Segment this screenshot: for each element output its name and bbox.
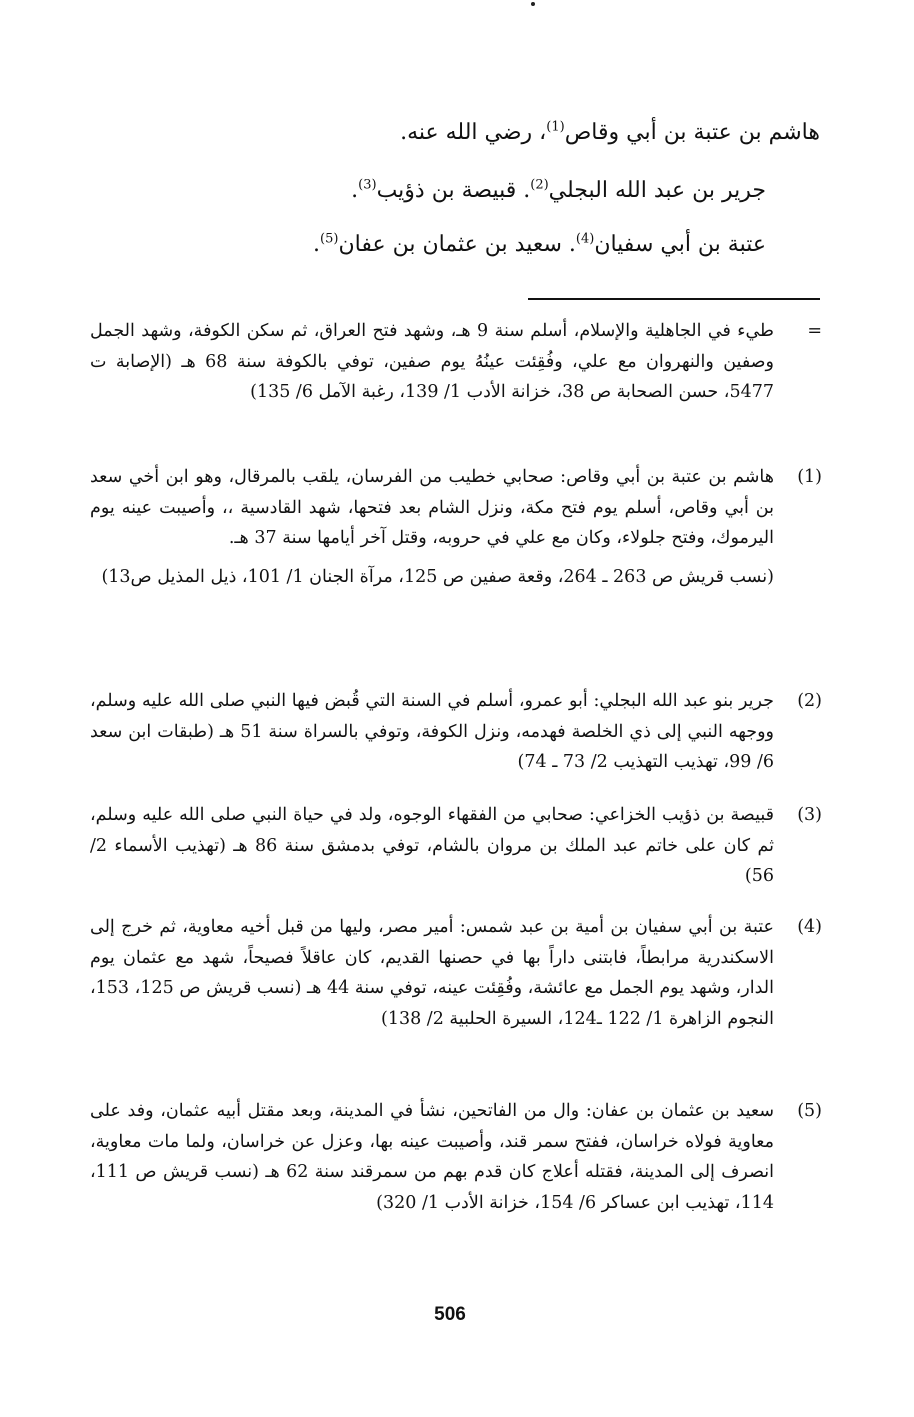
main-text: . قبيصة بن ذؤيب [376,178,531,203]
footnote-ref: (2) [530,177,549,193]
stray-dot [531,2,535,6]
main-line-2 [90,176,766,206]
footnote-number: = [807,321,822,341]
footnote-separator [528,298,820,300]
main-line-1 [90,118,820,148]
main-text: جرير بن عبد الله البجلي [548,178,766,203]
main-text: . سعيد بن عثمان بن عفان [338,232,576,257]
footnote-text: طيء في الجاهلية والإسلام، أسلم سنة 9 هـ، وشهد فتح العراق، ثم سكن الكوفة، وشهد الجمل وصفين والنهروان مع علي، وفُقِئت عينُهُ يوم صفين، توفي بالكوفة سنة 68 هـ (الإصابة ت 5477، حسن الصحابة ص 38، خزانة الأدب 1/ 139، رغبة الآمل 6/ 135) [90,321,774,402]
main-text: هاشم بن عتبة بن أبي وقاص [564,120,820,145]
footnote-4 [90,912,822,1034]
footnote-ref: (5) [320,231,339,247]
footnote-number: (5) [797,1101,822,1121]
footnote-text: جرير بنو عبد الله البجلي: أبو عمرو، أسلم في السنة التي قُبض فيها النبي صلى الله عليه وسلم، ووجهه النبي إلى ذي الخلصة فهدمه، ونزل الكوفة، وتوفي بالسراة سنة 51 هـ (طبقات ابن سعد 6/ 99، تهذيب التهذيب 2/ 73 ـ 74) [90,691,774,772]
footnote-sources: (نسب قريش ص 263 ـ 264، وقعة صفين ص 125، مرآة الجنان 1/ 101، ذيل المذيل ص13) [101,566,774,587]
footnote-2 [90,686,822,778]
main-text: عتبة بن أبي سفيان [594,232,766,257]
main-text: ، رضي الله عنه. [400,120,547,145]
main-line-3 [90,230,766,260]
footnote-number: (3) [797,805,822,825]
footnote-ref: (4) [575,231,595,247]
footnote-number: (4) [797,917,822,937]
footnote-number: (2) [797,691,822,711]
footnote-text: هاشم بن عتبة بن أبي وقاص: صحابي خطيب من الفرسان، يلقب بالمرقال، وهو ابن أخي سعد بن أبي وقاص، أسلم يوم فتح مكة، ونزل الشام بعد فتحها، شهد القادسية ،، وأصيبت عينه يوم اليرموك، وفتح جلولاء، وكان مع علي في حروبه، وقتل آخر أيامها سنة 37 هـ. [90,467,774,548]
footnote-text: قبيصة بن ذؤيب الخزاعي: صحابي من الفقهاء الوجوه، ولد في حياة النبي صلى الله عليه وسلم، ثم كان على خاتم عبد الملك بن مروان بالشام، توفي بدمشق سنة 86 هـ (تهذيب الأسماء 2/ 56) [90,805,774,886]
footnote-text: سعيد بن عثمان بن عفان: وال من الفاتحين، نشأ في المدينة، وبعد مقتل أبيه عثمان، وفد على معاوية فولاه خراسان، ففتح سمر قند، وأصيبت عينه بها، وعزل عن خراسان، ولما مات معاوية، انصرف إلى المدينة، فقتله أعلاج كان قدم بهم من سمرقند سنة 62 هـ (نسب قريش ص 111، 114، تهذيب ابن عساكر 6/ 154، خزانة الأدب 1/ 320) [90,1101,774,1213]
page-number: 506 [434,1304,466,1325]
footnote-5 [90,1096,822,1218]
footnote-text: عتبة بن أبي سفيان بن أمية بن عبد شمس: أمير مصر، وليها من قبل أخيه معاوية، ثم خرج إلى الاسكندرية مرابطاً، فابتنى داراً بها في حصنها القديم، كان عاقلاً فصيحاً، شهد مع عثمان يوم الدار، وشهد يوم الجمل مع عائشة، وفُقِئت عينه، توفي سنة 44 هـ (نسب قريش ص 125، 153، النجوم الزاهرة 1/ 122 ـ124، السيرة الحلبية 2/ 138) [90,917,774,1029]
footnote-ref: (1) [546,119,565,135]
footnote-1 [90,462,822,592]
main-text: . [313,232,321,257]
footnote-continued [90,316,822,408]
main-text: . [351,178,359,203]
footnote-ref: (3) [358,177,377,193]
footnote-3 [90,800,822,892]
footnote-number: (1) [797,467,822,487]
